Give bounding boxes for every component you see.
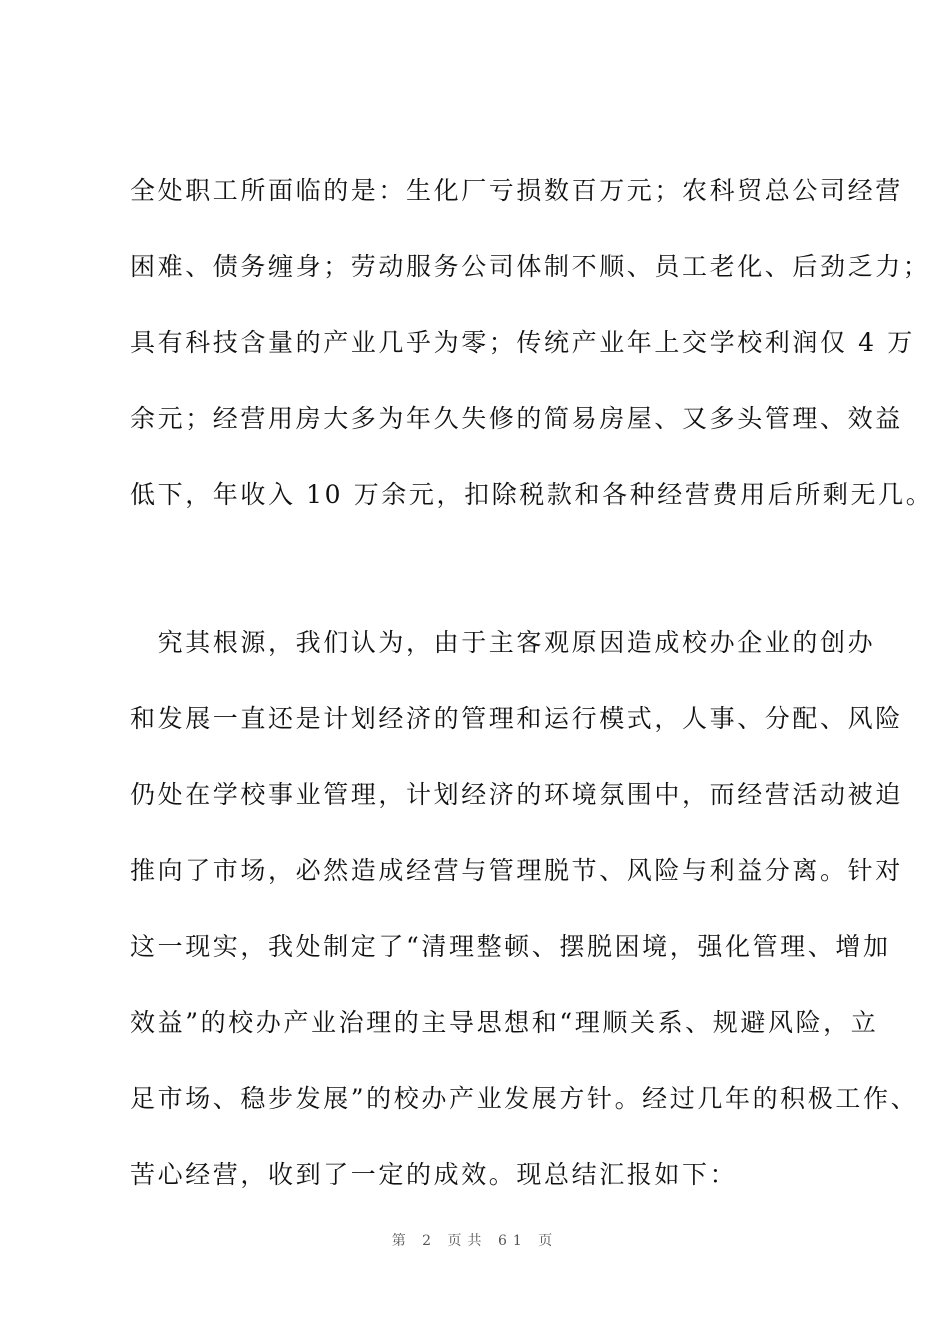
page-number-footer: 第 2 页共 61 页 xyxy=(391,1233,559,1249)
paragraph-line: 仍处在学校事业管理，计划经济的环境氛围中，而经营活动被迫 xyxy=(130,780,903,809)
paragraph-line: 这一现实，我处制定了“清理整顿、摆脱困境，强化管理、增加 xyxy=(130,932,891,961)
paragraph-line: 困难、债务缠身；劳动服务公司体制不顺、员工老化、后劲乏力； xyxy=(130,252,931,281)
paragraph-line: 究其根源，我们认为，由于主客观原因造成校办企业的创办 xyxy=(130,628,876,657)
paragraph-line: 足市场、稳步发展”的校办产业发展方针。经过几年的积极工作、 xyxy=(130,1084,919,1113)
paragraph-line: 苦心经营，收到了一定的成效。现总结汇报如下： xyxy=(130,1160,738,1189)
paragraph-2 xyxy=(130,628,919,1238)
paragraph-line: 全处职工所面临的是：生化厂亏损数百万元；农科贸总公司经营 xyxy=(130,176,903,205)
paragraph-line: 和发展一直还是计划经济的管理和运行模式，人事、分配、风险 xyxy=(130,704,903,733)
paragraph-line: 余元；经营用房大多为年久失修的简易房屋、又多头管理、效益 xyxy=(130,404,903,433)
paragraph-line: 具有科技含量的产业几乎为零；传统产业年上交学校利润仅 4 万 xyxy=(130,328,915,357)
paragraph-1 xyxy=(130,176,934,558)
paragraph-line: 效益”的校办产业治理的主导思想和“理顺关系、规避风险，立 xyxy=(130,1008,879,1037)
paragraph-line: 推向了市场，必然造成经营与管理脱节、风险与利益分离。针对 xyxy=(130,856,903,885)
paragraph-line: 低下，年收入 10 万余元，扣除税款和各种经营费用后所剩无几。 xyxy=(130,480,934,509)
